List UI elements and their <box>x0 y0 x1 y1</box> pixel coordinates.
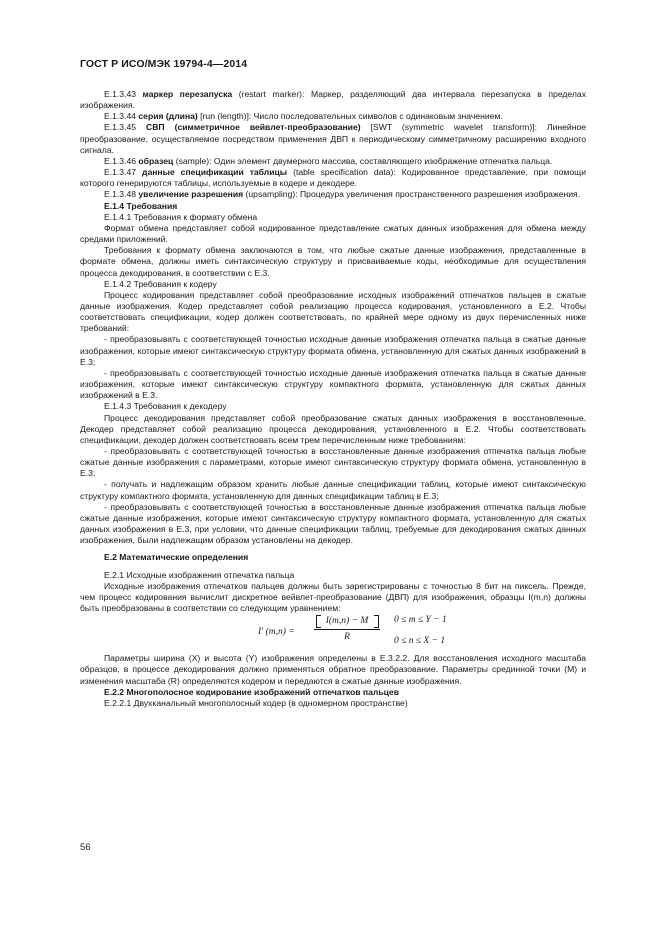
subsection-heading-e142: Е.1.4.2 Требования к кодеру <box>104 278 217 289</box>
term-number: Е.1.3.47 <box>104 167 137 178</box>
list-item: - преобразовывать с соответствующей точностью в восстановленные данные изображения отпечатка пальца любые сжатые данные изображения, которые имеют синтаксическую структуру компактного формата, установленную для сжатых данных изображения в Е.3, при условии, что данные спецификации таблиц, требуемые для декодирования сжатых данных изображения, были надлежащим образом установлены на декодер. <box>80 501 586 546</box>
equation-fraction <box>314 616 380 643</box>
term-number: Е.1.3.45 <box>104 122 137 133</box>
term-e1348 <box>80 189 586 200</box>
term-name: образец <box>138 155 174 166</box>
list-item: - получать и надлежащим образом хранить любые данные спецификации таблиц, которые имеют синтаксическую структуру компактного формата, установленную для данных спецификации таблиц в Е.3; <box>80 479 586 501</box>
term-number: Е.1.3.46 <box>104 155 137 166</box>
term-number: Е.1.3.43 <box>104 89 137 99</box>
term-definition: [run (length)]: Число последовательных символов с одинаковым значением. <box>197 111 503 122</box>
term-definition: (sample): Один элемент двумерного массива, составляющего изображение отпечатка пальца. <box>173 155 553 166</box>
subsection-heading-e221: Е.2.2.1 Двухканальный многополосный кодер (в одномерном пространстве) <box>104 697 408 708</box>
paragraph: Требования к формату обмена заключаются в том, что любые сжатые данные изображения, представленные в формате обмена, должны иметь синтаксическую структуру и присваиваемые коды, необходимые для осуществления процесса декодирования, в соответствии с Е.3. <box>80 245 586 278</box>
term-e1347 <box>80 167 586 189</box>
paragraph: Исходные изображения отпечатков пальцев должны быть зарегистрированы с точностью 8 бит на пиксель. Прежде, чем процесс кодирования вычислит дискретное вейвлет-преобразование (ДВП) для изображения, образцы I(m,n) должны быть преобразованы в соответствии со следующим уравнением: <box>80 580 586 614</box>
equation-denominator: R <box>344 632 350 643</box>
term-e1344 <box>80 111 586 122</box>
term-definition: [SWT (symmetric wavelet transform)]: Линейное преобразование, осуществляемое посредством применения ДВП к периодическому симметричному расширению входного сигнала. <box>80 122 587 155</box>
list-item: - преобразовывать с соответствующей точностью исходные данные изображения отпечатка пальца в сжатые данные изображения, которые имеют синтаксическую структуру компактного формата, установленную для сжатых данных изображений в Е.3. <box>80 367 586 401</box>
term-e1345 <box>80 122 586 155</box>
paragraph: Параметры ширина (X) и высота (Y) изображения определены в Е.3.2.2. Для восстановления исходного масштаба образцов, в процессе декодирования должно применяться обратное преобразование. Параметры срединной точки (M) и изменения масштаба (R) определяются кодером и передаются в сжатые данные изображения. <box>80 653 586 686</box>
subsection-heading-e143: Е.1.4.3 Требования к декодеру <box>104 401 227 412</box>
equation <box>80 615 586 651</box>
equation-lhs: I′ (m,n) = <box>258 627 295 638</box>
term-number: Е.1.3.44 <box>104 111 137 122</box>
term-e1343 <box>80 89 586 111</box>
page-number: 56 <box>80 842 91 853</box>
paragraph: Процесс декодирования представляет собой преобразование сжатых данных изображения в восстановленные. Декодер представляет собой реализацию процесса декодирования, установленного в Е.2. Чтобы соответствовать спецификации, декодер должен соответствовать всем трем перечисленным ниже требованиям: <box>80 412 586 445</box>
subsection-heading-e21: Е.2.1 Исходные изображения отпечатка пальца <box>104 569 295 580</box>
list-item: - преобразовывать с соответствующей точностью исходные данные изображения отпечатка пальца в сжатые данные изображения, которые имеют синтаксическую структуру формата обмена, установленную для сжатых данных изображений в Е.3; <box>80 334 586 367</box>
term-name: СВП (симметричное вейвлет-преобразование) <box>146 122 361 133</box>
term-number: Е.1.3.48 <box>104 189 137 200</box>
term-e1346 <box>80 156 586 167</box>
equation-condition-n: 0 ≤ n ≤ X − 1 <box>394 636 446 647</box>
term-definition: (table specification data): Кодированное представление, при помощи которого генерируются таблицы, используемые в кодере и декодере. <box>80 167 586 189</box>
term-definition: (restart marker): Маркер, разделяющий два интервала перезапуска в пределах изображения. <box>80 89 586 111</box>
equation-numerator: I(m,n) − M <box>325 616 369 627</box>
paragraph: Процесс кодирования представляет собой преобразование исходных изображений отпечатков пальцев в сжатые данные изображения. Кодер представляет собой реализацию процесса кодирования, установленного в Е.2. Чтобы соответствовать спецификации, кодер должен соответствовать, по крайней мере одному из двух перечисленных ниже требований: <box>80 289 586 334</box>
term-definition: (upsampling): Процедура увеличения пространственного разрешения изображения. <box>243 189 581 200</box>
term-name: данные спецификации таблицы <box>141 167 288 178</box>
list-item: - преобразовывать с соответствующей точностью в восстановленные данные изображения отпечатка пальца любые сжатые данные изображения с параметрами, которые имеют синтаксическую структуру формата обмена, установленную в Е.3; <box>80 446 586 479</box>
section-heading-e22: Е.2.2 Многополосное кодирование изображений отпечатков пальцев <box>104 686 399 697</box>
equation-condition-m: 0 ≤ m ≤ Y − 1 <box>394 615 447 626</box>
term-name: серия (длина) <box>138 111 198 122</box>
document-header: ГОСТ Р ИСО/МЭК 19794-4—2014 <box>80 58 248 70</box>
term-name: увеличение разрешения <box>138 189 244 200</box>
section-heading-e14: Е.1.4 Требования <box>104 200 178 211</box>
section-heading-e2: Е.2 Математические определения <box>104 552 249 563</box>
subsection-heading-e141: Е.1.4.1 Требования к формату обмена <box>104 211 258 222</box>
paragraph: Формат обмена представляет собой кодированное представление сжатых данных изображения для обмена между средами приложений. <box>80 222 586 245</box>
document-body <box>80 89 586 709</box>
term-name: маркер перезапуска <box>142 89 233 99</box>
